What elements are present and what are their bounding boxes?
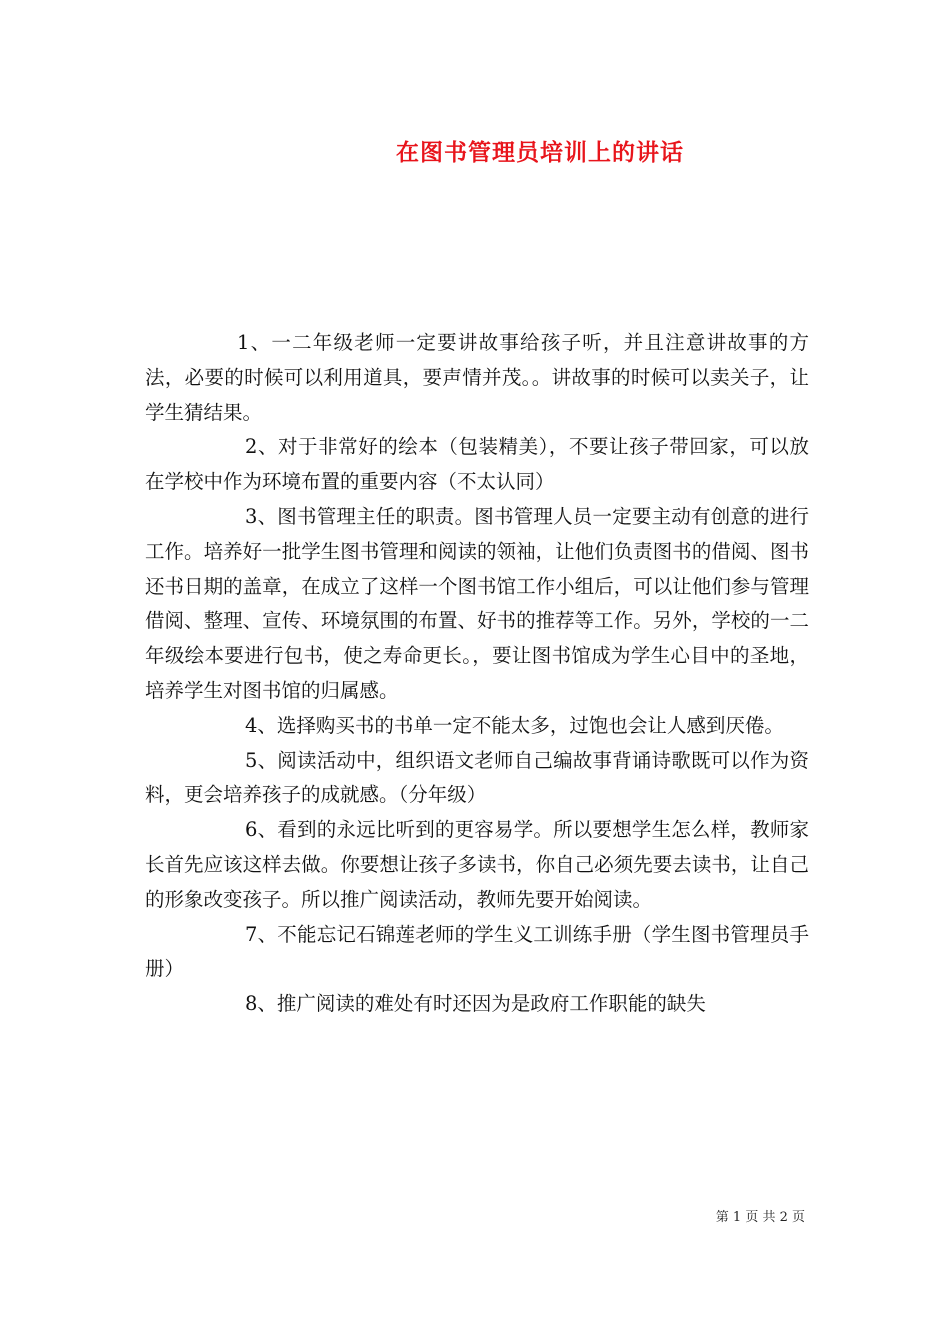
- paragraph-6: 6、看到的永远比听到的更容易学。所以要想学生怎么样，教师家长首先应该这样去做。你要想让孩子多读书，你自己必须先要去读书，让自己的形象改变孩子。所以推广阅读活动，教师先要开始阅读。: [145, 818, 809, 911]
- paragraph-7: 7、不能忘记石锦莲老师的学生义工训练手册（学生图书管理员手册）: [145, 922, 809, 981]
- paragraph-5: 5、阅读活动中，组织语文老师自己编故事背诵诗歌既可以作为资料，更会培养孩子的成就感。（分年级）: [145, 748, 809, 807]
- paragraph-3: 3、图书管理主任的职责。图书管理人员一定要主动有创意的进行工作。培养好一批学生图书管理和阅读的领袖，让他们负责图书的借阅、图书还书日期的盖章，在成立了这样一个图书馆工作小组后，可以让他们参与管理借阅、整理、宣传、环境氛围的布置、好书的推荐等工作。另外，学校的一二年级绘本要进行包书，使之寿命更长。，要让图书馆成为学生心目中的圣地，培养学生对图书馆的归属感。: [145, 504, 809, 702]
- paragraph-4: 4、选择购买书的书单一定不能太多，过饱也会让人感到厌倦。: [245, 713, 784, 737]
- page-number-footer: 第 1 页 共 2 页: [715, 1210, 805, 1225]
- paragraph-8: 8、推广阅读的难处有时还因为是政府工作职能的缺失: [245, 992, 706, 1016]
- page-title: 在图书管理员培训上的讲话: [396, 139, 684, 166]
- paragraph-2: 2、对于非常好的绘本（包装精美），不要让孩子带回家，可以放在学校中作为环境布置的重要内容（不太认同）: [145, 435, 809, 494]
- paragraph-1: 1、一二年级老师一定要讲故事给孩子听，并且注意讲故事的方法，必要的时候可以利用道具，要声情并茂。。讲故事的时候可以卖关子，让学生猜结果。: [145, 331, 809, 424]
- document-body: [145, 326, 809, 1022]
